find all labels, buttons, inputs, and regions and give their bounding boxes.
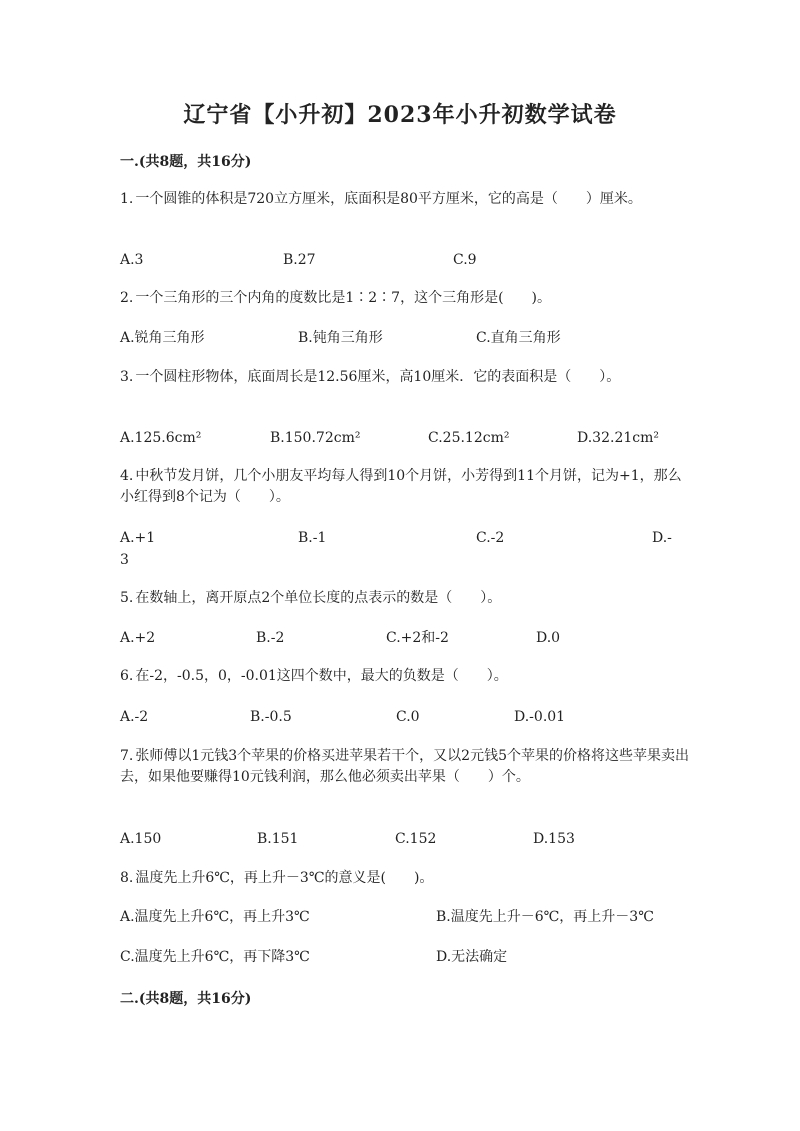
- option-4b: B.-1: [298, 530, 327, 546]
- section-heading-2: 二.(共8题，共16分): [120, 991, 252, 1007]
- option-3c: C.25.12cm²: [428, 430, 510, 446]
- option-1b: B.27: [283, 252, 316, 268]
- question-7: [120, 746, 690, 788]
- option-4d-wrap: 3: [120, 552, 129, 568]
- question-8: [120, 868, 690, 889]
- option-2c: C.直角三角形: [476, 330, 561, 346]
- option-5a: A.+2: [120, 630, 156, 646]
- option-5b: B.-2: [256, 630, 285, 646]
- option-7d: D.153: [533, 831, 575, 847]
- question-6: [120, 666, 690, 687]
- option-4a: A.+1: [120, 530, 156, 546]
- option-7c: C.152: [395, 831, 437, 847]
- question-5: [120, 588, 690, 609]
- option-8d: D.无法确定: [436, 949, 508, 965]
- option-1a: A.3: [120, 252, 144, 268]
- option-8a: A.温度先上升6℃，再上升3℃: [120, 909, 310, 925]
- question-number: 8.: [120, 870, 134, 886]
- question-text: 张师傅以1元钱3个苹果的价格买进苹果若干个，又以2元钱5个苹果的价格将这些苹果卖出去，如果他要赚得10元钱利润，那么他必须卖出苹果（ ）个。: [120, 748, 689, 785]
- option-8b: B.温度先上升－6℃，再上升－3℃: [436, 909, 654, 925]
- question-number: 5.: [120, 590, 134, 606]
- option-5d: D.0: [536, 630, 561, 646]
- question-text: 中秋节发月饼，几个小朋友平均每人得到10个月饼，小芳得到11个月饼，记为+1，那么小红得到8个记为（ ）。: [120, 468, 682, 505]
- option-3a: A.125.6cm²: [120, 430, 202, 446]
- question-4: [120, 466, 690, 508]
- option-2b: B.钝角三角形: [298, 330, 383, 346]
- option-8c: C.温度先上升6℃，再下降3℃: [120, 949, 310, 965]
- question-text: 一个圆柱形物体，底面周长是12.56厘米，高10厘米．它的表面积是（ ）。: [135, 369, 621, 385]
- option-6d: D.-0.01: [514, 709, 566, 725]
- option-4d: D.-: [652, 530, 672, 546]
- question-text: 温度先上升6℃，再上升－3℃的意义是( )。: [135, 870, 434, 886]
- question-2: [120, 288, 690, 309]
- question-number: 3.: [120, 369, 134, 385]
- question-number: 2.: [120, 290, 134, 306]
- option-7a: A.150: [120, 831, 162, 847]
- section-heading-1: 一.(共8题，共16分): [120, 154, 252, 170]
- option-6a: A.-2: [120, 709, 149, 725]
- question-text: 在-2，-0.5，0，-0.01这四个数中，最大的负数是（ ）。: [135, 668, 508, 684]
- option-3d: D.32.21cm²: [577, 430, 659, 446]
- question-3: [120, 367, 690, 388]
- option-4c: C.-2: [476, 530, 505, 546]
- question-text: 在数轴上，离开原点2个单位长度的点表示的数是（ ）。: [135, 590, 502, 606]
- option-3b: B.150.72cm²: [270, 430, 361, 446]
- option-6b: B.-0.5: [250, 709, 292, 725]
- question-number: 6.: [120, 668, 134, 684]
- question-text: 一个圆锥的体积是720立方厘米，底面积是80平方厘米，它的高是（ ）厘米。: [135, 191, 642, 207]
- option-7b: B.151: [257, 831, 299, 847]
- question-number: 4.: [120, 468, 134, 484]
- option-2a: A.锐角三角形: [120, 330, 205, 346]
- question-text: 一个三角形的三个内角的度数比是1∶2∶7，这个三角形是( )。: [135, 290, 552, 306]
- question-1: [120, 189, 690, 210]
- question-number: 7.: [120, 748, 134, 764]
- option-1c: C.9: [453, 252, 477, 268]
- page-title: 辽宁省【小升初】2023年小升初数学试卷: [183, 102, 617, 128]
- option-5c: C.+2和-2: [386, 630, 449, 646]
- option-6c: C.0: [396, 709, 420, 725]
- question-number: 1.: [120, 191, 134, 207]
